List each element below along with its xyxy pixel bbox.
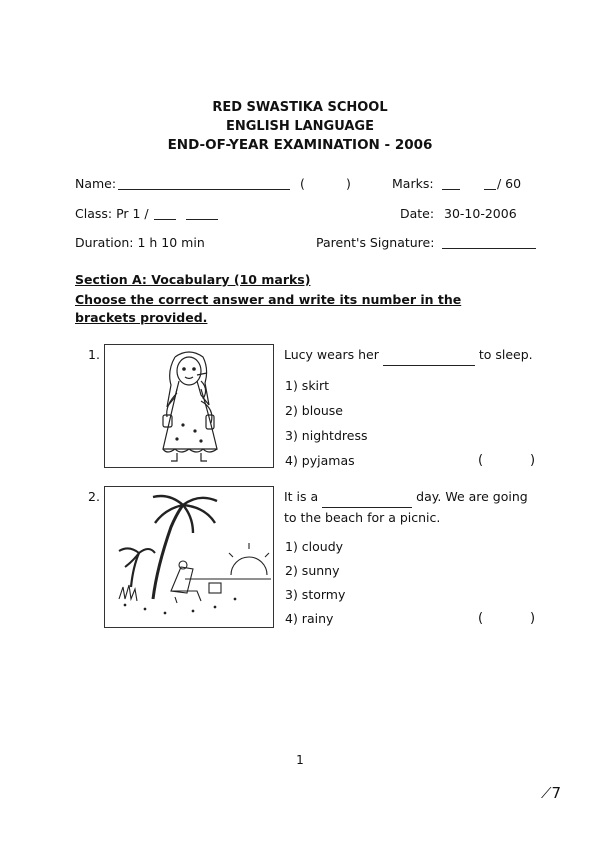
question-2-stem: It is a day. We are going to the beach for a picnic. — [284, 489, 528, 525]
class-field-2[interactable] — [186, 219, 218, 220]
class-field-1[interactable] — [154, 219, 176, 220]
question-1-stem: Lucy wears her to sleep. — [284, 345, 533, 366]
question-2-number: 2. — [88, 489, 100, 504]
duration-label: Duration: 1 h 10 min — [75, 235, 205, 250]
exam-header — [0, 98, 600, 155]
beach-palm-tree-illustration — [105, 487, 273, 627]
question-1-option-4: 4) pyjamas — [285, 453, 355, 468]
question-1-picture — [104, 344, 274, 468]
question-1-option-1: 1) skirt — [285, 378, 330, 393]
section-title: Section A: Vocabulary (10 marks) — [75, 272, 311, 287]
signature-field[interactable] — [442, 248, 536, 249]
corner-mark: ⟋7 — [541, 784, 562, 802]
register-bracket-open: ( — [300, 176, 305, 191]
signature-label: Parent's Signature: — [316, 235, 435, 250]
marks-total: / 60 — [497, 176, 522, 191]
class-label: Class: Pr 1 / — [75, 206, 149, 221]
question-2-picture — [104, 486, 274, 628]
question-2-option-4: 4) rainy — [285, 611, 334, 626]
marks-field-2[interactable] — [484, 189, 496, 190]
girl-nightdress-illustration — [105, 345, 273, 467]
question-2-answer-bracket-open[interactable]: ( — [478, 611, 484, 626]
subject-title: ENGLISH LANGUAGE — [226, 119, 374, 134]
question-1-option-3: 3) nightdress — [285, 428, 368, 443]
name-field[interactable] — [118, 189, 290, 190]
question-2-answer-bracket-close: ) — [530, 611, 536, 626]
date-value: 30-10-2006 — [444, 206, 517, 221]
question-2-blank[interactable] — [322, 487, 412, 508]
section-instruction: Choose the correct answer and write its number in the brackets provided. — [75, 292, 462, 325]
marks-label: Marks: — [392, 176, 434, 191]
question-2-option-3: 3) stormy — [285, 587, 346, 602]
question-2-option-1: 1) cloudy — [285, 539, 344, 554]
register-bracket-close: ) — [346, 176, 351, 191]
school-name: RED SWASTIKA SCHOOL — [212, 100, 388, 115]
question-1-answer-bracket-open[interactable]: ( — [478, 453, 484, 468]
exam-title: END-OF-YEAR EXAMINATION - 2006 — [167, 137, 433, 153]
date-label: Date: — [400, 206, 435, 221]
question-1-option-2: 2) blouse — [285, 403, 343, 418]
question-2-option-2: 2) sunny — [285, 563, 340, 578]
question-1-number: 1. — [88, 347, 100, 362]
marks-field-1[interactable] — [442, 189, 460, 190]
question-1-answer-bracket-close: ) — [530, 453, 536, 468]
name-label: Name: — [75, 176, 117, 191]
question-1-blank[interactable] — [383, 345, 475, 366]
page-number: 1 — [296, 753, 304, 767]
